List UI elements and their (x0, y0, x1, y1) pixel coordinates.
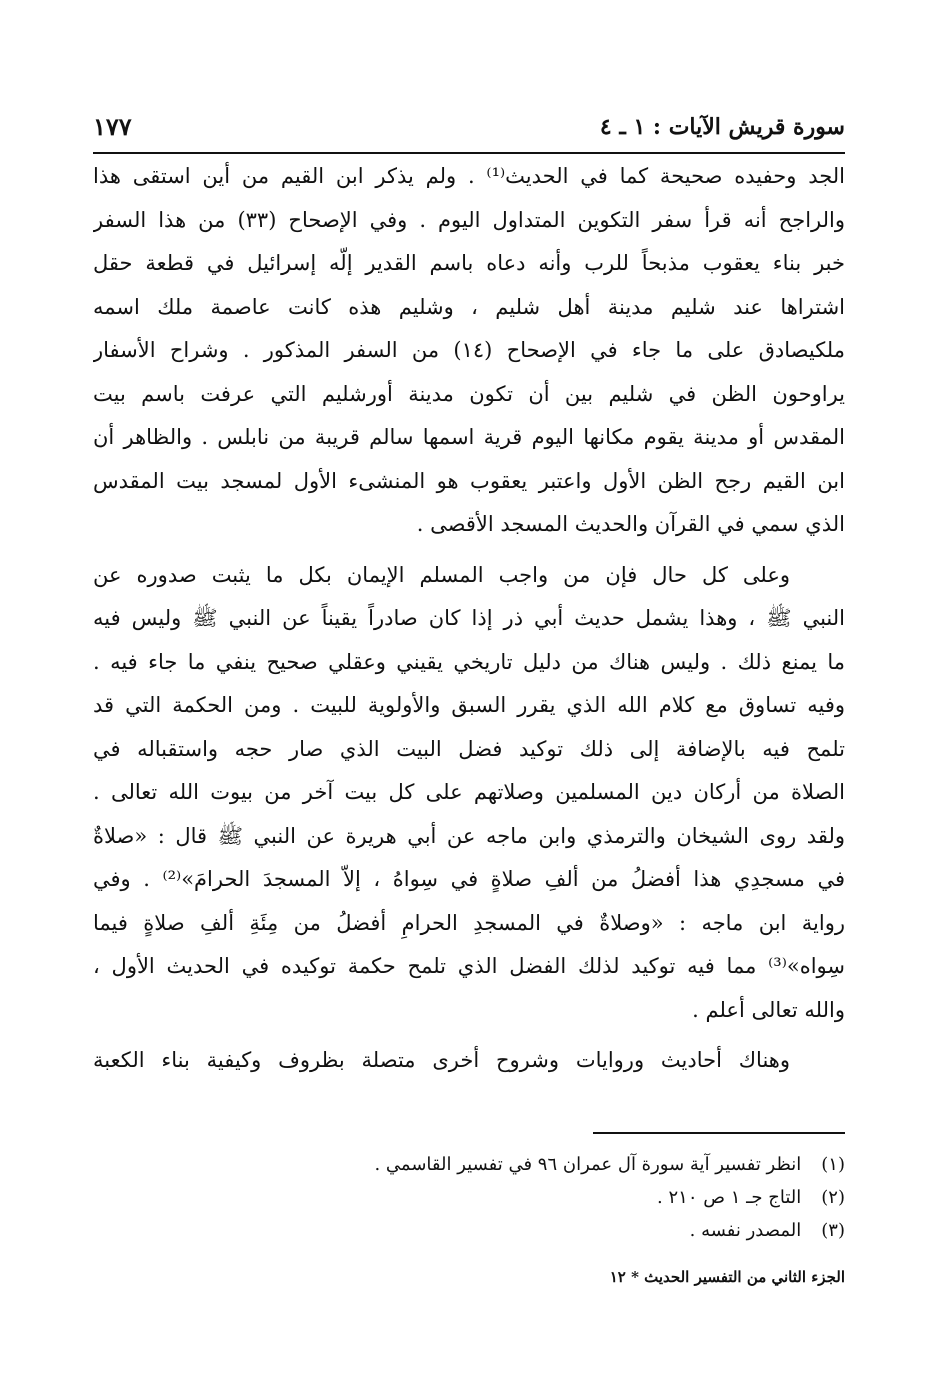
text-line: الذي سمي في القرآن والحديث المسجد الأقصى . (416, 512, 845, 536)
text-line: في مسجدِي هذا أفضلُ من ألفِ صلاةٍ في سِواهُ ، إلاّ المسجدَ الحرامَ»⁽²⁾ . وفي (93, 867, 845, 891)
footnote-number: (٣) (821, 1220, 845, 1241)
header-title: سورة قريش الآيات : ١ ـ ٤ (599, 114, 845, 140)
text-line: سِواه»⁽³⁾ مما فيه توكيد لذلك الفضل الذي تلمح حكمة توكيده في الحديث الأول ، (93, 954, 845, 978)
text-line: ما يمنع ذلك . وليس هناك من دليل تاريخي يقيني وعقلي صحيح ينفي ما جاء فيه . (93, 649, 845, 674)
paragraph-gap (93, 547, 845, 554)
paragraph-1 (93, 155, 845, 547)
paragraph-gap (93, 1032, 845, 1039)
paragraph-2 (93, 554, 845, 1033)
footnote-text: التاج جـ ١ ص ٢١٠ . (657, 1187, 802, 1208)
text-line: المقدس أو مدينة يقوم مكانها اليوم قرية اسمها سالم قريبة من نابلس . والظاهر أن (93, 425, 845, 449)
text-line: النبي ﷺ ، وهذا يشمل حديث أبي ذر إذا كان صادراً يقيناً عن النبي ﷺ وليس فيه (93, 606, 845, 630)
footnotes (93, 1148, 845, 1247)
text-line: الصلاة من أركان دين المسلمين وصلاتهم على كل بيت آخر من بيوت الله تعالى . (93, 780, 845, 804)
page-number: ١٧٧ (93, 112, 132, 141)
footnote (93, 1181, 845, 1214)
text-line: اشتراها عند شليم مدينة أهل شليم ، وشليم هذه كانت عاصمة ملك اسمه (93, 294, 845, 319)
signature-line: الجزء الثاني من التفسير الحديث * ١٢ (609, 1268, 845, 1286)
footnote (93, 1148, 845, 1181)
footnote-rule (593, 1132, 845, 1134)
text-line: خبر بناء يعقوب مذبحاً للرب وأنه دعاه باسم القدير إلّه إسرائيل في قطعة حقل (93, 251, 845, 275)
text-line: والراجح أنه قرأ سفر التكوين المتداول اليوم . وفي الإصحاح (٣٣) من هذا السفر (93, 207, 845, 232)
text-line: يراوحون الظن في شليم بين أن تكون مدينة أورشليم التي عرفت باسم بيت (93, 381, 845, 406)
running-header (93, 108, 845, 148)
footnote-text: انظر تفسير آية سورة آل عمران ٩٦ في تفسير القاسمي . (374, 1154, 802, 1175)
text-line: ابن القيم رجح الظن الأول واعتبر يعقوب هو المنشىء الأول لمسجد بيت المقدس (93, 468, 845, 493)
paragraph-3 (93, 1039, 845, 1083)
text-line: ملكيصادق على ما جاء في الإصحاح (١٤) من السفر المذكور . وشراح الأسفار (93, 338, 845, 362)
footnote-number: (٢) (821, 1187, 845, 1208)
text-line: وهناك أحاديث وروايات وشروح أخرى متصلة بظروف وكيفية بناء الكعبة (93, 1048, 790, 1072)
header-rule (93, 152, 845, 154)
footnote-number: (١) (821, 1154, 845, 1175)
main-text (93, 155, 845, 1083)
text-line: ولقد روى الشيخان والترمذي وابن ماجه عن أبي هريرة عن النبي ﷺ قال : «صلاةٌ (93, 823, 845, 848)
footnote (93, 1214, 845, 1247)
text-line: وعلى كل حال فإن من واجب المسلم الإيمان بكل ما يثبت صدوره عن (93, 562, 790, 587)
text-line: وفيه تساوق مع كلام الله الذي يقرر السبق والأولوية للبيت . ومن الحكمة التي قد (93, 693, 845, 717)
text-line: تلمح فيه بالإضافة إلى ذلك توكيد فضل البيت الذي صار حجه واستقباله في (93, 736, 845, 761)
text-line: والله تعالى أعلم . (692, 997, 845, 1022)
text-line: الجد وحفيده صحيحة كما في الحديث⁽¹⁾ . ولم يذكر ابن القيم من أين استقى هذا (93, 164, 845, 188)
footnote-text: المصدر نفسه . (689, 1220, 802, 1241)
text-line: رواية ابن ماجه : «وصلاةٌ في المسجدِ الحرامِ أفضلُ من مِئَةِ ألفِ صلاةٍ فيما (93, 910, 845, 935)
